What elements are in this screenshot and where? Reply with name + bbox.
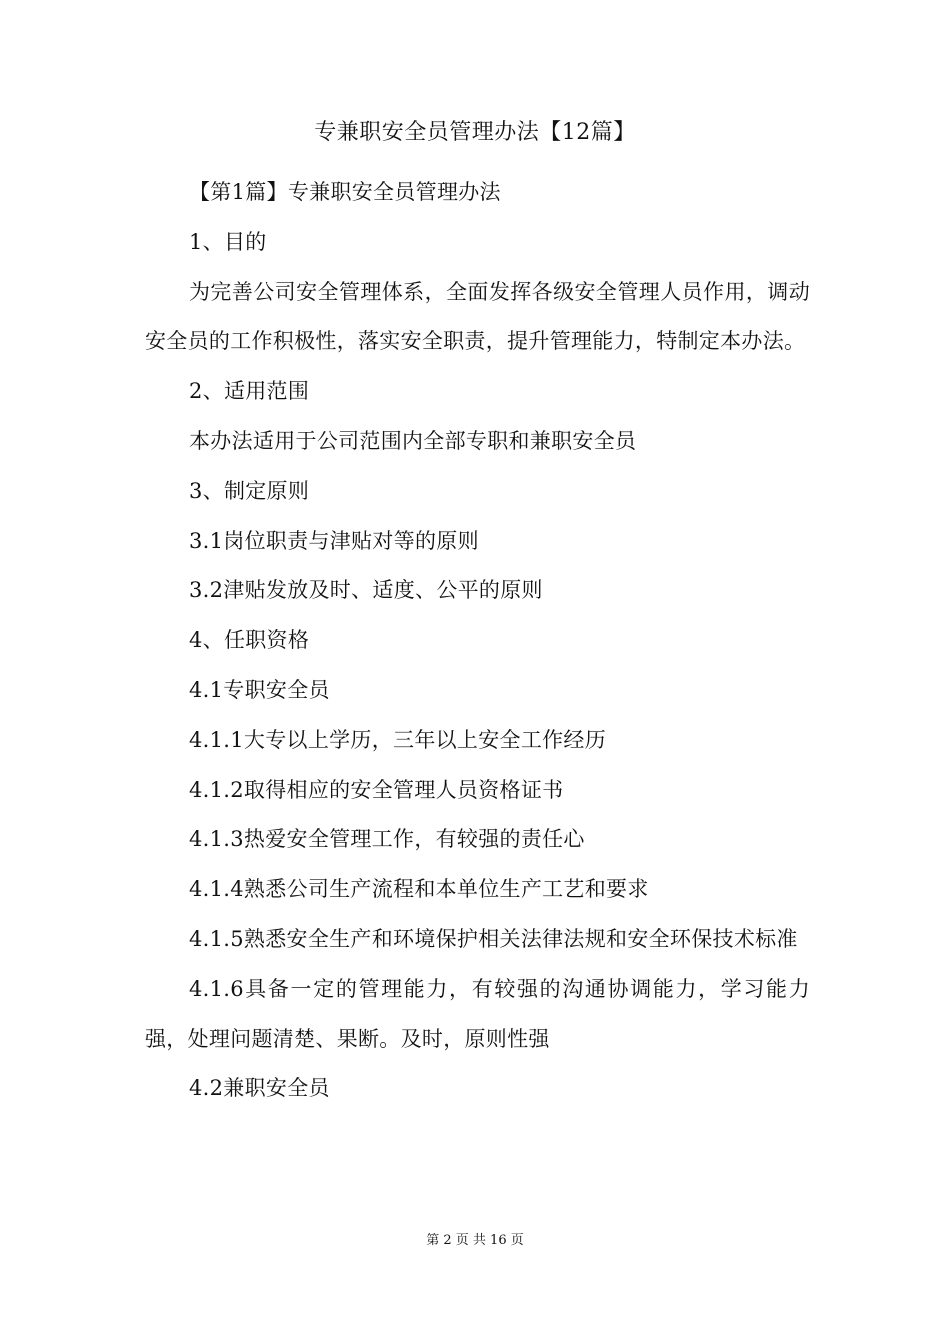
list-item: 4.1.3热爱安全管理工作，有较强的责任心 [189,827,585,852]
list-item: 4.1.2取得相应的安全管理人员资格证书 [189,777,564,802]
section-heading: 1、目的 [189,229,267,254]
page-footer: 第 2 页 共 16 页 [426,1233,524,1248]
document-body [145,168,810,1114]
subsection-heading: 4.1专职安全员 [189,677,330,702]
section-heading: 3、制定原则 [189,478,310,503]
list-item: 4.1.5熟悉安全生产和环境保护相关法律法规和安全环保技术标准 [189,926,798,951]
body-paragraph: 为完善公司安全管理体系，全面发挥各级安全管理人员作用，调动安全员的工作积极性，落实安全职责，提升管理能力，特制定本办法。 [145,279,810,354]
body-paragraph: 本办法适用于公司范围内全部专职和兼职安全员 [189,428,637,453]
list-item: 4.1.4熟悉公司生产流程和本单位生产工艺和要求 [189,877,649,902]
document-title: 专兼职安全员管理办法【12篇】 [314,120,636,145]
section-heading: 2、适用范围 [189,379,310,404]
list-item: 3.1岗位职责与津贴对等的原则 [189,528,479,553]
list-item: 4.1.6具备一定的管理能力，有较强的沟通协调能力，学习能力强，处理问题清楚、果断。及时，原则性强 [145,976,810,1051]
list-item: 4.1.1大专以上学历，三年以上安全工作经历 [189,727,607,752]
list-item: 3.2津贴发放及时、适度、公平的原则 [189,578,543,603]
section-heading: 4、任职资格 [189,628,310,653]
section-heading: 【第1篇】专兼职安全员管理办法 [189,180,501,204]
subsection-heading: 4.2兼职安全员 [189,1076,330,1101]
